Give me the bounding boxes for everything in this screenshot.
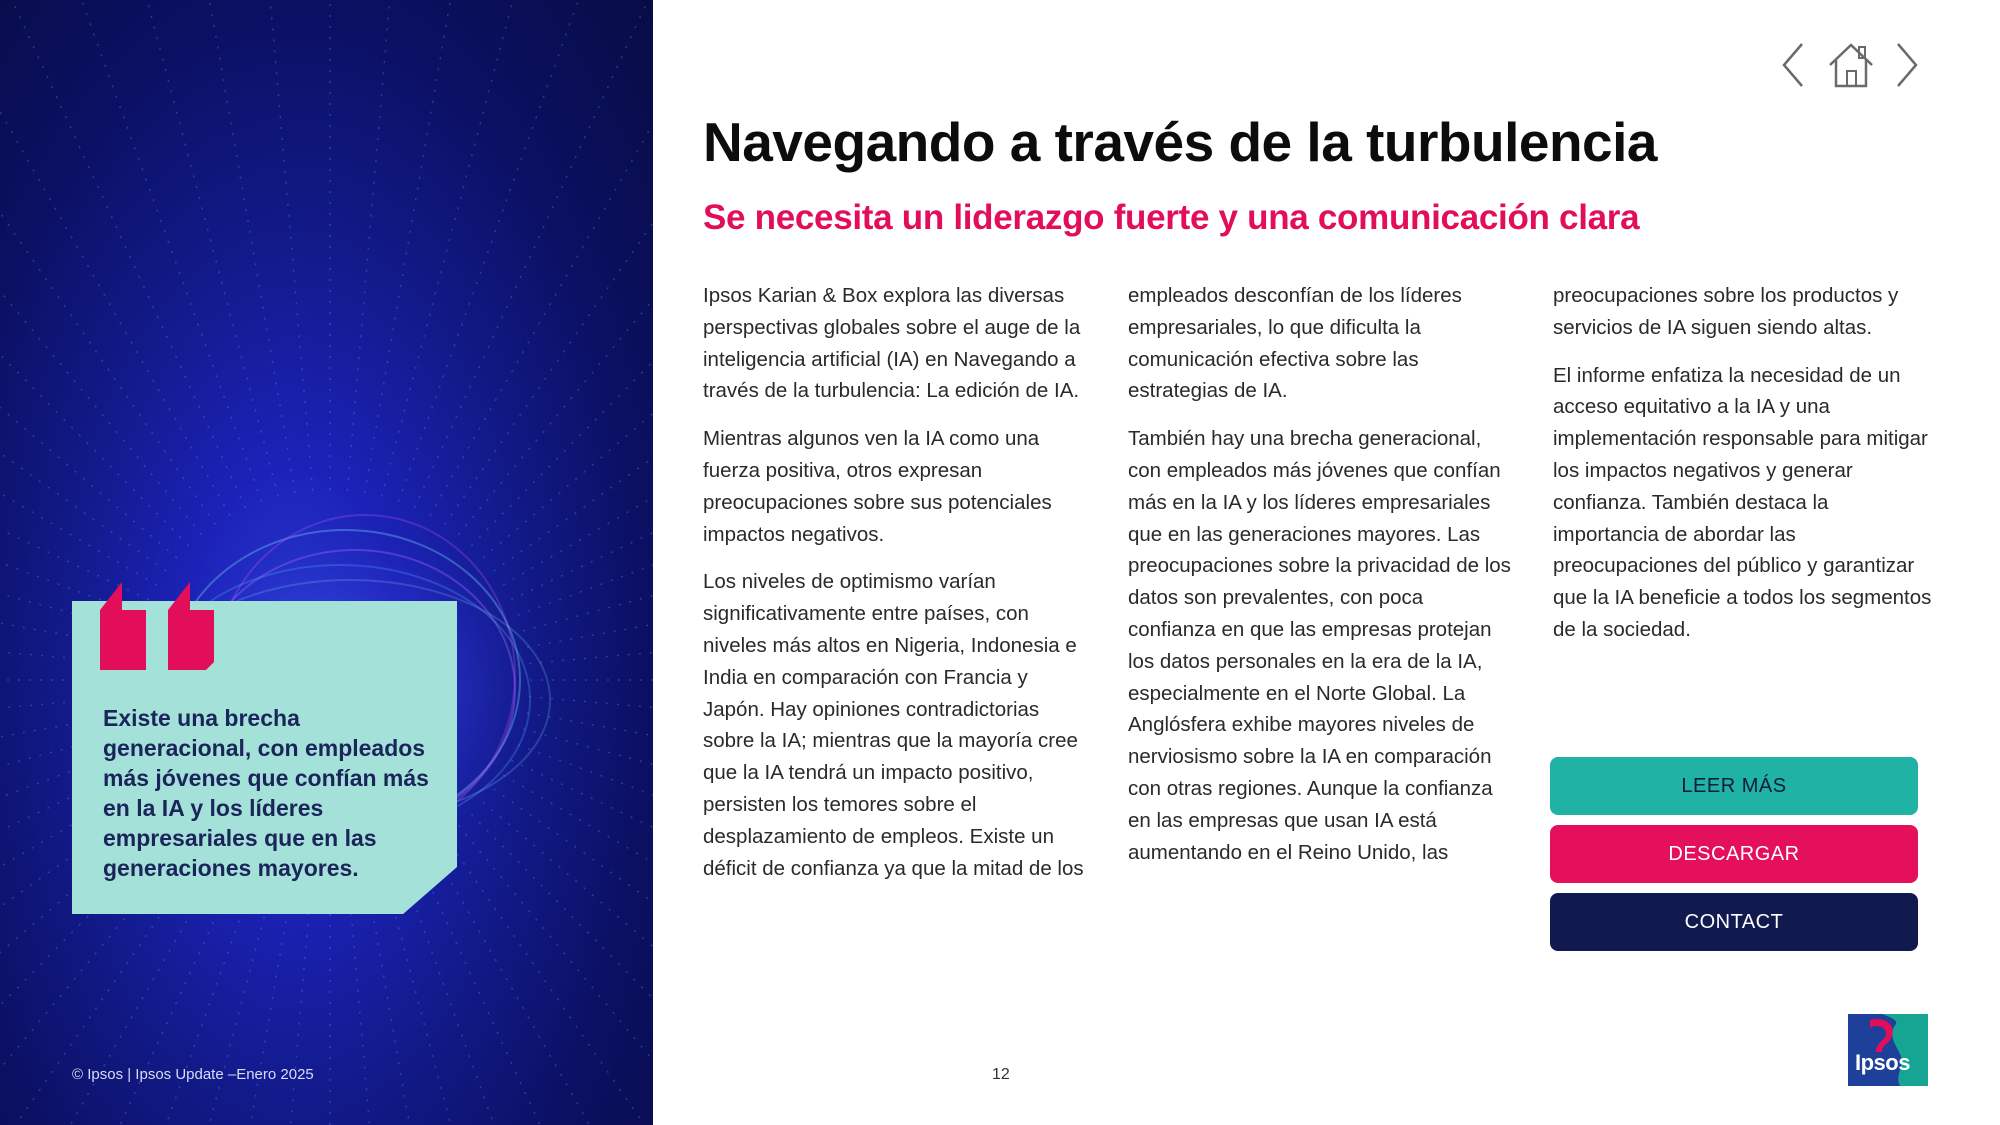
hero-panel bbox=[0, 0, 653, 1125]
quote-text: Existe una brecha generacional, con empleados más jóvenes que confían más en la IA y los líderes empresariales que en las generaciones mayores. bbox=[103, 705, 429, 881]
home-icon bbox=[1827, 41, 1875, 89]
copyright-text: © Ipsos | Ipsos Update –Enero 2025 bbox=[72, 1066, 314, 1083]
logo-text: Ipsos bbox=[1855, 1050, 1910, 1075]
paragraph: Mientras algunos ven la IA como una fuerza positiva, otros expresan preocupaciones sobre sus potenciales impactos negativos. bbox=[703, 427, 1052, 546]
paragraph: Los niveles de optimismo varían significativamente entre países, con niveles más altos en Nigeria, Indonesia e India en comparación con Francia y Japón. Hay opiniones contradictorias sobre la IA; mientras que la mayoría cree que la IA tendrá un impacto positivo, persisten los temores sobre el desplazamiento de empleos. Existe un déficit de confianza ya que la mitad de los bbox=[703, 570, 1084, 880]
text-column-2 bbox=[1128, 280, 1513, 884]
next-page-button[interactable] bbox=[1890, 40, 1924, 90]
text-column-3 bbox=[1553, 280, 1938, 662]
page-number: 12 bbox=[992, 1066, 1010, 1083]
text-column-1 bbox=[703, 280, 1088, 900]
read-more-button[interactable]: LEER MÁS bbox=[1550, 757, 1918, 815]
hero-background-image bbox=[0, 0, 653, 1125]
paragraph: El informe enfatiza la necesidad de un acceso equitativo a la IA y una implementación responsable para mitigar los impactos negativos y generar confianza. También destaca la importancia de abordar las preocupaciones del público y garantizar que la IA beneficie a todos los segmentos de la sociedad. bbox=[1553, 363, 1932, 641]
chevron-left-icon bbox=[1781, 42, 1805, 88]
contact-button[interactable]: CONTACT bbox=[1550, 893, 1918, 951]
page-subtitle: Se necesita un liderazgo fuerte y una comunicación clara bbox=[703, 198, 1640, 237]
home-button[interactable] bbox=[1826, 40, 1876, 90]
page-title: Navegando a través de la turbulencia bbox=[703, 111, 1658, 173]
download-button[interactable]: DESCARGAR bbox=[1550, 825, 1918, 883]
paragraph: Ipsos Karian & Box explora las diversas perspectivas globales sobre el auge de la inteligencia artificial (IA) en Navegando a través de la turbulencia: La edición de IA. bbox=[703, 284, 1081, 403]
paragraph: preocupaciones sobre los productos y servicios de IA siguen siendo altas. bbox=[1553, 284, 1899, 339]
quotation-mark-icon bbox=[100, 582, 218, 672]
paragraph: empleados desconfían de los líderes empresariales, lo que dificulta la comunicación efectiva sobre las estrategias de IA. bbox=[1128, 284, 1462, 403]
previous-page-button[interactable] bbox=[1776, 40, 1810, 90]
chevron-right-icon bbox=[1895, 42, 1919, 88]
paragraph: También hay una brecha generacional, con empleados más jóvenes que confían más en la IA y los líderes empresariales que en las generaciones mayores. Las preocupaciones sobre la privacidad de los datos son prevalentes, con poca confianza en que las empresas protejan los datos personales en la era de la IA, especialmente en el Norte Global. La Anglósfera exhibe mayores niveles de nerviosismo sobre la IA en comparación con otras regiones. Aunque la confianza en las empresas que usan IA está aumentando en el Reino Unido, las bbox=[1128, 427, 1511, 864]
